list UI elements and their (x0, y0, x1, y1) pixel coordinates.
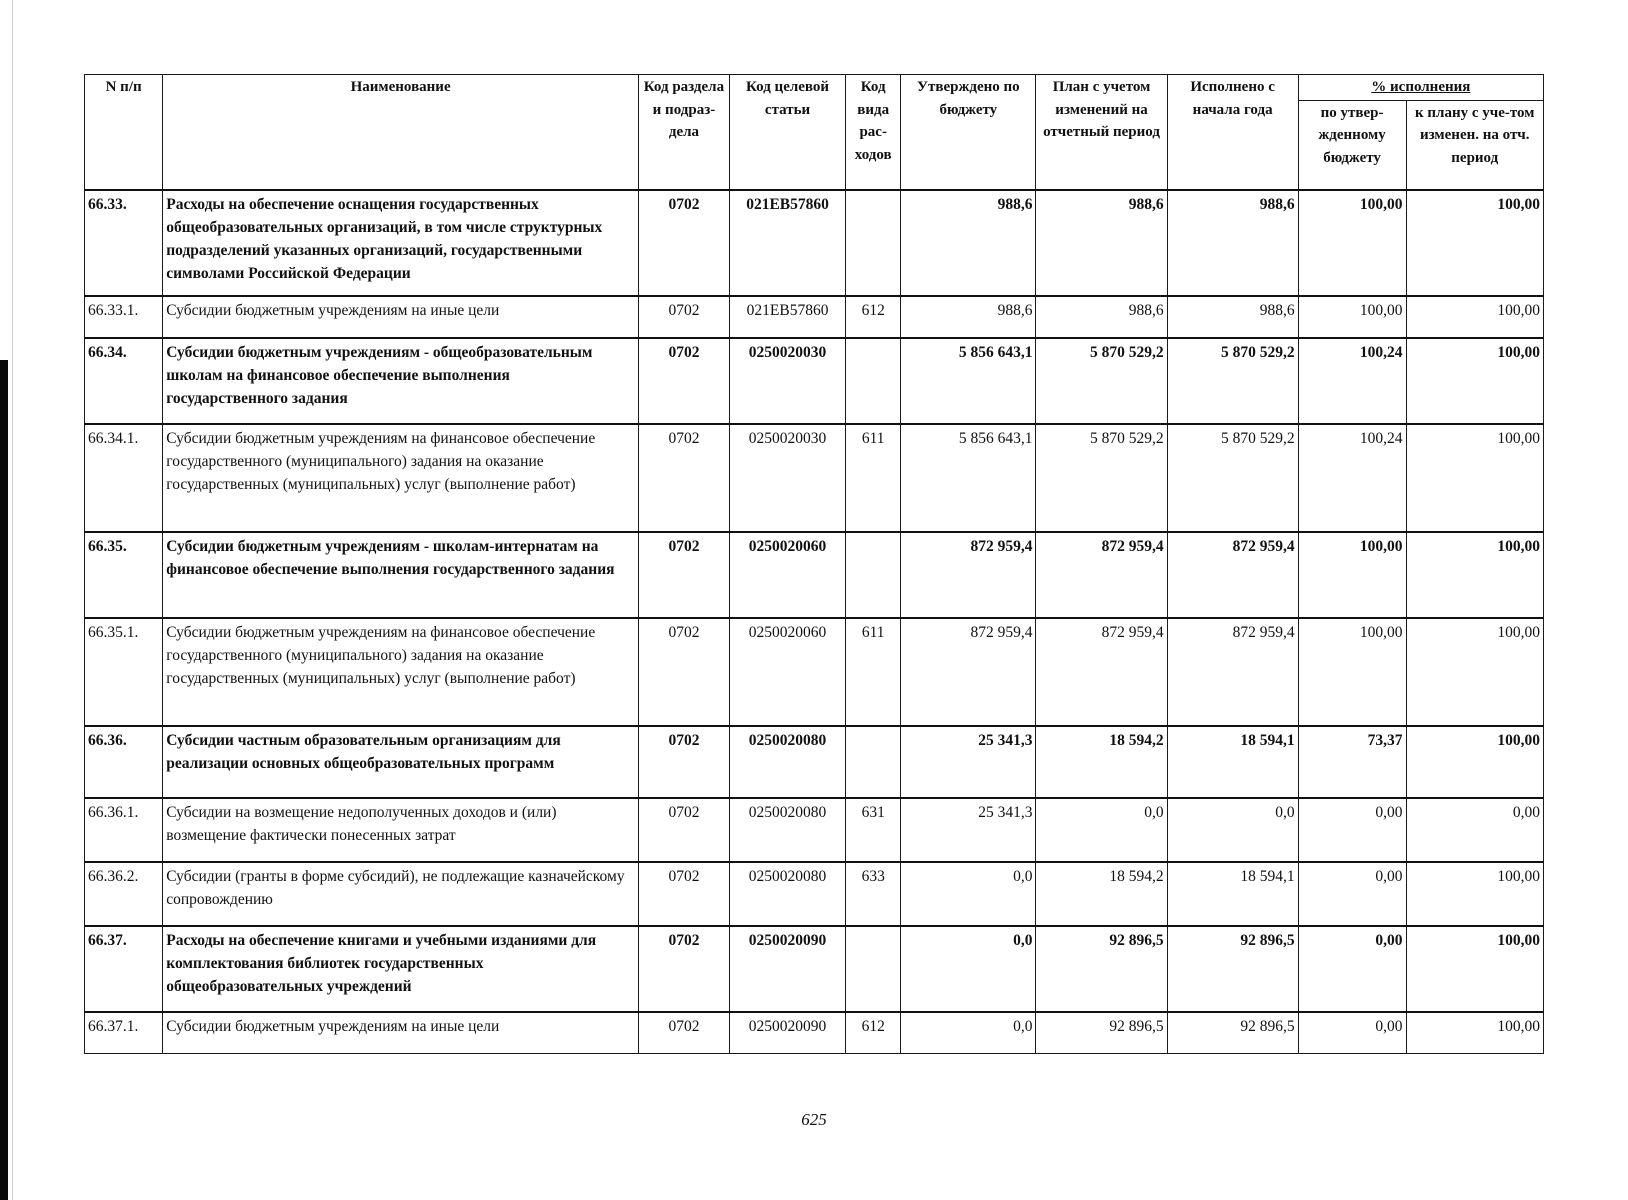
cell-target-code: 0250020090 (729, 926, 845, 1012)
cell-percent-plan: 100,00 (1406, 926, 1544, 1012)
cell-percent-budget: 73,37 (1298, 726, 1406, 798)
cell-executed: 988,6 (1167, 296, 1298, 338)
cell-expense-type-code: 612 (846, 296, 901, 338)
header-plan-with-changes: План с учетом изменений на отчетный период (1036, 75, 1167, 190)
table-body (85, 190, 1544, 1054)
cell-num: 66.34. (85, 338, 163, 424)
cell-target-code: 0250020060 (729, 618, 845, 726)
cell-name: Субсидии бюджетным учреждениям - школам-интернатам на финансовое обеспечение выполнения государственного задания (163, 532, 639, 618)
cell-percent-plan: 100,00 (1406, 532, 1544, 618)
header-approved-budget: Утверждено по бюджету (901, 75, 1036, 190)
cell-percent-plan: 100,00 (1406, 338, 1544, 424)
cell-percent-budget: 100,00 (1298, 296, 1406, 338)
cell-approved: 0,0 (901, 926, 1036, 1012)
cell-target-code: 0250020030 (729, 424, 845, 532)
cell-executed: 872 959,4 (1167, 532, 1298, 618)
cell-expense-type-code: 611 (846, 618, 901, 726)
cell-name: Субсидии на возмещение недополученных доходов и (или) возмещение фактически понесенных затрат (163, 798, 639, 862)
cell-target-code: 0250020080 (729, 798, 845, 862)
cell-expense-type-code: 612 (846, 1012, 901, 1054)
cell-expense-type-code (846, 338, 901, 424)
cell-percent-plan: 100,00 (1406, 862, 1544, 926)
cell-section-code: 0702 (638, 296, 729, 338)
cell-name: Субсидии бюджетным учреждениям на финансовое обеспечение государственного (муниципального) задания на оказание государственных (муниципальных) услуг (выполнение работ) (163, 424, 639, 532)
cell-expense-type-code (846, 726, 901, 798)
table-row (85, 798, 1544, 862)
table-row (85, 190, 1544, 296)
cell-percent-budget: 0,00 (1298, 798, 1406, 862)
table-row (85, 424, 1544, 532)
page-number: 625 (801, 1110, 827, 1129)
scan-edge-line (12, 0, 13, 1200)
table-row (85, 296, 1544, 338)
cell-name: Расходы на обеспечение книгами и учебными изданиями для комплектования библиотек государственных общеобразовательных учреждений (163, 926, 639, 1012)
header-expense-type-code: Код вида рас-ходов (846, 75, 901, 190)
header-target-code: Код целевой статьи (729, 75, 845, 190)
cell-executed: 92 896,5 (1167, 926, 1298, 1012)
cell-section-code: 0702 (638, 862, 729, 926)
header-percent-plan: к плану с уче-том изменен. на отч. период (1406, 100, 1544, 190)
cell-percent-plan: 100,00 (1406, 296, 1544, 338)
cell-num: 66.35.1. (85, 618, 163, 726)
scan-edge-shadow (0, 360, 8, 1200)
cell-percent-budget: 0,00 (1298, 926, 1406, 1012)
table-row (85, 532, 1544, 618)
header-percent-budget: по утвер-жденному бюджету (1298, 100, 1406, 190)
cell-expense-type-code (846, 190, 901, 296)
cell-section-code: 0702 (638, 726, 729, 798)
cell-percent-budget: 100,24 (1298, 424, 1406, 532)
cell-plan: 0,0 (1036, 798, 1167, 862)
cell-plan: 18 594,2 (1036, 862, 1167, 926)
cell-expense-type-code: 633 (846, 862, 901, 926)
cell-percent-plan: 100,00 (1406, 190, 1544, 296)
cell-executed: 18 594,1 (1167, 726, 1298, 798)
cell-section-code: 0702 (638, 798, 729, 862)
cell-section-code: 0702 (638, 424, 729, 532)
cell-expense-type-code: 611 (846, 424, 901, 532)
cell-approved: 25 341,3 (901, 798, 1036, 862)
cell-expense-type-code (846, 532, 901, 618)
cell-num: 66.33. (85, 190, 163, 296)
cell-num: 66.37.1. (85, 1012, 163, 1054)
cell-plan: 988,6 (1036, 190, 1167, 296)
cell-plan: 92 896,5 (1036, 1012, 1167, 1054)
cell-name: Субсидии бюджетным учреждениям на иные цели (163, 1012, 639, 1054)
cell-name: Субсидии (гранты в форме субсидий), не подлежащие казначейскому сопровождению (163, 862, 639, 926)
cell-plan: 18 594,2 (1036, 726, 1167, 798)
header-executed: Исполнено с начала года (1167, 75, 1298, 190)
cell-approved: 0,0 (901, 1012, 1036, 1054)
cell-num: 66.36.1. (85, 798, 163, 862)
header-name: Наименование (163, 75, 639, 190)
cell-approved: 5 856 643,1 (901, 424, 1036, 532)
cell-percent-budget: 100,00 (1298, 190, 1406, 296)
cell-target-code: 0250020030 (729, 338, 845, 424)
cell-approved: 988,6 (901, 296, 1036, 338)
cell-executed: 92 896,5 (1167, 1012, 1298, 1054)
cell-executed: 5 870 529,2 (1167, 338, 1298, 424)
cell-target-code: 021EB57860 (729, 296, 845, 338)
cell-section-code: 0702 (638, 532, 729, 618)
cell-approved: 0,0 (901, 862, 1036, 926)
cell-executed: 0,0 (1167, 798, 1298, 862)
cell-num: 66.37. (85, 926, 163, 1012)
cell-executed: 5 870 529,2 (1167, 424, 1298, 532)
cell-plan: 988,6 (1036, 296, 1167, 338)
table-header (85, 75, 1544, 190)
cell-target-code: 0250020060 (729, 532, 845, 618)
cell-executed: 872 959,4 (1167, 618, 1298, 726)
cell-name: Субсидии частным образовательным организациям для реализации основных общеобразовательных программ (163, 726, 639, 798)
cell-target-code: 0250020090 (729, 1012, 845, 1054)
cell-section-code: 0702 (638, 338, 729, 424)
cell-num: 66.34.1. (85, 424, 163, 532)
cell-percent-plan: 100,00 (1406, 1012, 1544, 1054)
cell-approved: 5 856 643,1 (901, 338, 1036, 424)
budget-execution-table (84, 74, 1544, 1054)
cell-percent-plan: 100,00 (1406, 726, 1544, 798)
cell-percent-plan: 0,00 (1406, 798, 1544, 862)
cell-percent-plan: 100,00 (1406, 424, 1544, 532)
cell-approved: 872 959,4 (901, 532, 1036, 618)
header-percent-group: % исполнения (1298, 75, 1543, 101)
cell-num: 66.35. (85, 532, 163, 618)
cell-percent-budget: 100,00 (1298, 618, 1406, 726)
table-row (85, 926, 1544, 1012)
table-row (85, 726, 1544, 798)
table-row (85, 618, 1544, 726)
cell-percent-plan: 100,00 (1406, 618, 1544, 726)
header-section-code: Код раздела и подраз-дела (638, 75, 729, 190)
cell-target-code: 0250020080 (729, 862, 845, 926)
cell-percent-budget: 0,00 (1298, 862, 1406, 926)
cell-percent-budget: 0,00 (1298, 1012, 1406, 1054)
cell-name: Субсидии бюджетным учреждениям - общеобразовательным школам на финансовое обеспечение выполнения государственного задания (163, 338, 639, 424)
cell-percent-budget: 100,00 (1298, 532, 1406, 618)
cell-plan: 872 959,4 (1036, 532, 1167, 618)
cell-num: 66.36.2. (85, 862, 163, 926)
cell-expense-type-code (846, 926, 901, 1012)
table-row (85, 1012, 1544, 1054)
cell-plan: 5 870 529,2 (1036, 424, 1167, 532)
cell-name: Расходы на обеспечение оснащения государственных общеобразовательных организаций, в том числе структурных подразделений указанных организаций, государственными символами Российской Федерации (163, 190, 639, 296)
cell-executed: 18 594,1 (1167, 862, 1298, 926)
table-row (85, 338, 1544, 424)
cell-section-code: 0702 (638, 190, 729, 296)
cell-section-code: 0702 (638, 1012, 729, 1054)
cell-approved: 872 959,4 (901, 618, 1036, 726)
cell-executed: 988,6 (1167, 190, 1298, 296)
cell-section-code: 0702 (638, 926, 729, 1012)
cell-target-code: 021EB57860 (729, 190, 845, 296)
header-num: N п/п (85, 75, 163, 190)
cell-plan: 872 959,4 (1036, 618, 1167, 726)
cell-plan: 5 870 529,2 (1036, 338, 1167, 424)
cell-num: 66.33.1. (85, 296, 163, 338)
cell-target-code: 0250020080 (729, 726, 845, 798)
cell-name: Субсидии бюджетным учреждениям на иные цели (163, 296, 639, 338)
cell-section-code: 0702 (638, 618, 729, 726)
cell-num: 66.36. (85, 726, 163, 798)
cell-approved: 988,6 (901, 190, 1036, 296)
cell-percent-budget: 100,24 (1298, 338, 1406, 424)
cell-expense-type-code: 631 (846, 798, 901, 862)
cell-plan: 92 896,5 (1036, 926, 1167, 1012)
cell-approved: 25 341,3 (901, 726, 1036, 798)
cell-name: Субсидии бюджетным учреждениям на финансовое обеспечение государственного (муниципального) задания на оказание государственных (муниципальных) услуг (выполнение работ) (163, 618, 639, 726)
table-row (85, 862, 1544, 926)
